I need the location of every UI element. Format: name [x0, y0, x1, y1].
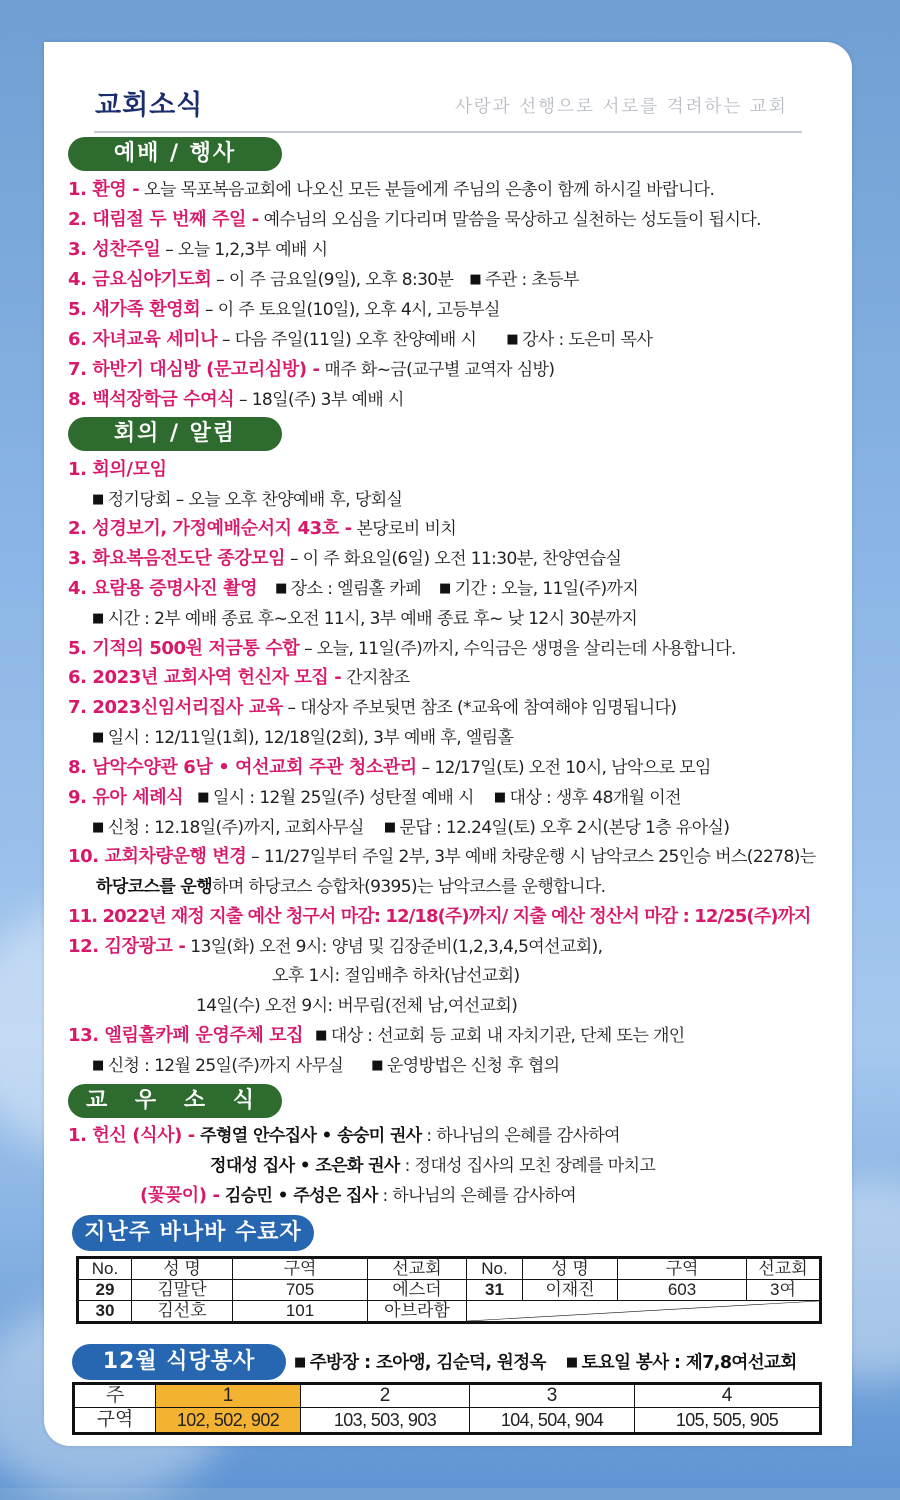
table-header-cell: 선교회 — [747, 1258, 821, 1280]
table-cell: 30 — [78, 1301, 132, 1323]
bullet-square-icon: ■ — [92, 492, 104, 507]
members-item-1: 1. 헌신 (식사) - 주형열 안수집사 • 송숭미 권사 : 하나님의 은혜를 감사하여 — [68, 1125, 620, 1146]
table-header-cell: 구역 — [618, 1258, 747, 1280]
table-header-row — [78, 1258, 821, 1280]
meeting-item-6: 6. 2023년 교회사역 헌신자 모집 - 간지참조 — [68, 667, 410, 688]
section-heading-barnabas: 지난주 바나바 수료자 — [72, 1215, 314, 1251]
worship-item-1: 1. 환영 - 오늘 목포복음교회에 나오신 모든 분들에게 주님의 은총이 함께 하시길 바랍니다. — [68, 179, 715, 200]
table-cell: 에스더 — [368, 1280, 467, 1301]
bullet-square-icon: ■ — [294, 1355, 306, 1370]
meeting-item-12-line3: 14일(수) 오전 9시: 버무림(전체 남,여선교회) — [196, 996, 518, 1016]
table-header-cell: 3 — [470, 1384, 635, 1408]
table-cell: 31 — [467, 1280, 523, 1301]
meeting-item-1-detail: ■ 정기당회 – 오늘 오후 찬양예배 후, 당회실 — [92, 490, 403, 510]
table-cell: 705 — [233, 1280, 368, 1301]
bullet-square-icon: ■ — [506, 332, 518, 347]
table-cell: 3여 — [747, 1280, 821, 1301]
bullet-square-icon: ■ — [469, 272, 482, 287]
meeting-item-12: 12. 김장광고 - 13일(화) 오전 9시: 양념 및 김장준비(1,2,3,4,5여선교회), — [68, 936, 603, 957]
meeting-item-7-detail: ■ 일시 : 12/11일(1회), 12/18일(2회), 3부 예배 후, 엘림홀 — [92, 728, 514, 748]
table-cell: 105, 505, 905 — [635, 1408, 821, 1434]
table-header-cell: No. — [78, 1258, 132, 1280]
bullet-square-icon: ■ — [439, 581, 451, 596]
table-cell: 김선호 — [132, 1301, 233, 1323]
bullet-square-icon: ■ — [565, 1355, 578, 1370]
table-header-cell: 주 — [74, 1384, 156, 1408]
bullet-square-icon: ■ — [197, 790, 209, 805]
table-header-cell: 선교회 — [368, 1258, 467, 1280]
table-row — [78, 1301, 821, 1323]
worship-item-3: 3. 성찬주일 – 오늘 1,2,3부 예배 시 — [68, 239, 328, 260]
table-header-cell: 구역 — [233, 1258, 368, 1280]
meeting-item-9: 9. 유아 세례식 ■ 일시 : 12월 25일(주) 성탄절 예배 시 ■ 대상 : 생후 48개월 이전 — [68, 787, 681, 808]
meeting-item-9-detail: ■ 신청 : 12.18일(주)까지, 교회사무실 ■ 문답 : 12.24일(토) 오후 2시(본당 1층 유아실) — [92, 818, 730, 838]
worship-item-2: 2. 대림절 두 번째 주일 - 예수님의 오심을 기다리며 말씀을 묵상하고 실천하는 성도들이 됩시다. — [68, 209, 761, 230]
cafeteria-table — [72, 1382, 822, 1435]
table-cell: 603 — [618, 1280, 747, 1301]
table-cell: 29 — [78, 1280, 132, 1301]
section-heading-members: 교 우 소 식 — [68, 1084, 282, 1118]
meeting-item-13: 13. 엘림홀카페 운영주체 모집 ■ 대상 : 선교회 등 교회 내 자치기관, 단체 또는 개인 — [68, 1025, 685, 1046]
page-title: 교회소식 — [95, 90, 204, 121]
meeting-item-13-detail: ■ 신청 : 12월 25일(주)까지 사무실 ■ 운영방법은 신청 후 협의 — [92, 1056, 560, 1076]
table-cell: 101 — [233, 1301, 368, 1323]
barnabas-table — [76, 1256, 822, 1324]
bullet-square-icon: ■ — [315, 1028, 327, 1043]
worship-item-8: 8. 백석장학금 수여식 – 18일(주) 3부 예배 시 — [68, 389, 404, 410]
worship-item-4: 4. 금요심야기도회 – 이 주 금요일(9일), 오후 8:30분 ■ 주관 : 초등부 — [68, 269, 579, 290]
table-cell: 102, 502, 902 — [156, 1408, 301, 1434]
meeting-item-10: 10. 교회차량운행 변경 – 11/27일부터 주일 2부, 3부 예배 차량운행 시 남악코스 25인승 버스(2278)는 — [68, 846, 816, 867]
meeting-item-7: 7. 2023신임서리집사 교육 – 대상자 주보뒷면 참조 (*교육에 참여해야 임명됩니다) — [68, 697, 677, 718]
table-header-cell: 1 — [156, 1384, 301, 1408]
bullet-square-icon: ■ — [383, 820, 396, 835]
meeting-item-4: 4. 요람용 증명사진 촬영 ■ 장소 : 엘림홀 카페 ■ 기간 : 오늘, 11일(주)까지 — [68, 578, 639, 599]
meeting-item-3: 3. 화요복음전도단 종강모임 – 이 주 화요일(6일) 오전 11:30분, 찬양연습실 — [68, 548, 622, 569]
worship-item-6: 6. 자녀교육 세미나 – 다음 주일(11일) 오후 찬양예배 시 ■ 강사 : 도은미 목사 — [68, 329, 653, 350]
members-item-2: (꽃꽂이) - 김승민 • 주성은 집사 : 하나님의 은혜를 감사하여 — [140, 1185, 577, 1206]
table-header-cell: 성 명 — [523, 1258, 618, 1280]
bullet-square-icon: ■ — [92, 820, 104, 835]
table-header-cell: 4 — [635, 1384, 821, 1408]
meeting-item-8: 8. 남악수양관 6남 • 여선교회 주관 청소관리 – 12/17일(토) 오전 10시, 남악으로 모임 — [68, 757, 711, 778]
diagonal-line-icon — [467, 1301, 819, 1321]
table-header-cell: 성 명 — [132, 1258, 233, 1280]
table-header-cell: 2 — [301, 1384, 470, 1408]
table-header-row — [74, 1384, 821, 1408]
bullet-square-icon: ■ — [92, 730, 104, 745]
meeting-item-11: 11. 2022년 재정 지출 예산 청구서 마감: 12/18(주)까지/ 지출 예산 정산서 마감 : 12/25(주)까지 — [68, 906, 811, 927]
bullet-square-icon: ■ — [371, 1058, 383, 1073]
table-cell: 103, 503, 903 — [301, 1408, 470, 1434]
meeting-item-1: 1. 회의/모임 — [68, 459, 167, 480]
worship-item-5: 5. 새가족 환영회 – 이 주 토요일(10일), 오후 4시, 고등부실 — [68, 299, 500, 320]
section-heading-meeting: 회의 / 알림 — [68, 417, 282, 451]
bullet-square-icon: ■ — [275, 581, 287, 596]
section-heading-worship: 예배 / 행사 — [68, 137, 282, 171]
meeting-item-12-line2: 오후 1시: 절임배추 하차(남선교회) — [272, 966, 520, 986]
meeting-item-10-detail: 하당코스를 운행하며 하당코스 승합차(9395)는 남악코스를 운행합니다. — [96, 877, 606, 897]
table-row — [74, 1408, 821, 1434]
section-heading-cafeteria: 12월 식당봉사 — [72, 1344, 286, 1380]
table-cell: 아브라함 — [368, 1301, 467, 1323]
table-cell: 104, 504, 904 — [470, 1408, 635, 1434]
bullet-square-icon: ■ — [92, 1058, 104, 1073]
table-cell: 구역 — [74, 1408, 156, 1434]
bullet-square-icon: ■ — [92, 611, 104, 626]
table-row — [78, 1280, 821, 1301]
table-header-cell: No. — [467, 1258, 523, 1280]
worship-item-7: 7. 하반기 대심방 (문고리심방) - 매주 화~금(교구별 교역자 심방) — [68, 359, 555, 380]
cafeteria-staff: ■ 주방장 : 조아앵, 김순덕, 원정옥 ■ 토요일 봉사 : 제7,8여선교회 — [294, 1353, 797, 1373]
table-cell: 이재진 — [523, 1280, 618, 1301]
title-divider — [94, 131, 802, 133]
page-subtitle: 사랑과 선행으로 서로를 격려하는 교회 — [455, 97, 788, 117]
meeting-item-2: 2. 성경보기, 가정예배순서지 43호 - 본당로비 비치 — [68, 518, 457, 539]
meeting-item-4-detail: ■ 시간 : 2부 예배 종료 후~오전 11시, 3부 예배 종료 후~ 낮 12시 30분까지 — [92, 609, 638, 629]
meeting-item-5: 5. 기적의 500원 저금통 수합 – 오늘, 11일(주)까지, 수익금은 생명을 살리는데 사용합니다. — [68, 638, 736, 659]
bullet-square-icon: ■ — [493, 790, 506, 805]
table-cell: 김말단 — [132, 1280, 233, 1301]
members-item-1-line2: 정대성 집사 • 조은화 권사 : 정대성 집사의 모친 장례를 마치고 — [210, 1156, 656, 1176]
empty-cell-slash — [467, 1301, 821, 1323]
